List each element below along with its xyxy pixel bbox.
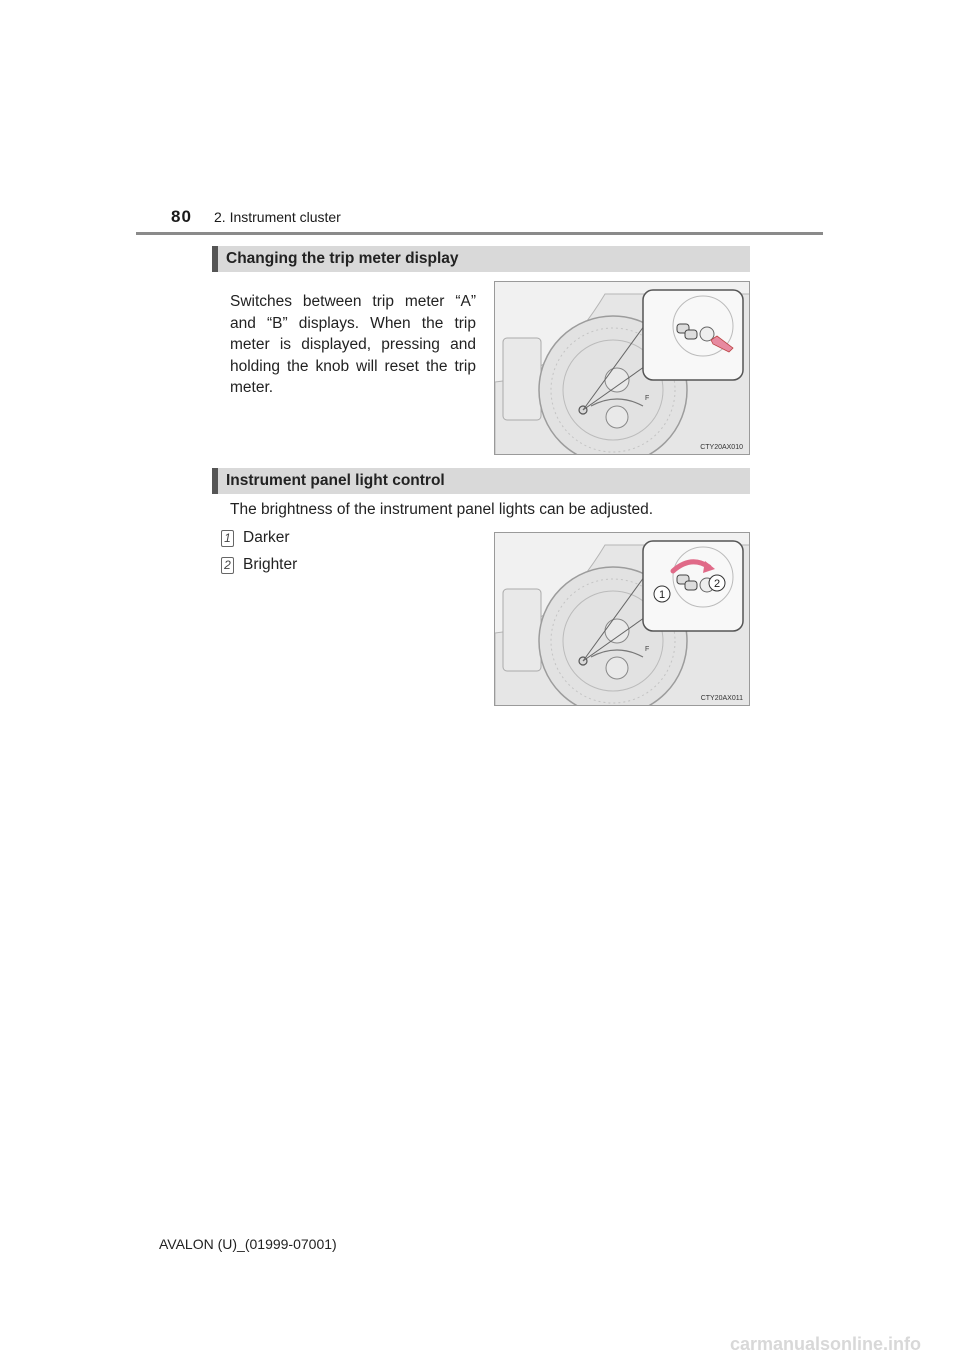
figure-callout: 2 [713,578,721,590]
svg-text:F: F [645,395,650,402]
figure-callout: 1 [658,589,666,601]
section-heading-trip-meter: Changing the trip meter display [212,246,750,272]
item-label-brighter: Brighter [243,556,298,573]
figure-code: CTY20AX011 [700,695,743,702]
chapter-title: 2. Instrument cluster [214,209,341,225]
trip-meter-description: Switches between trip meter “A” and “B” displays. When the trip meter is displayed, pressing and holding the knob will reset the trip meter. [230,293,476,396]
panel-light-figure [494,532,750,706]
panel-light-description: The brightness of the instrument panel lights can be adjusted. [230,501,654,518]
svg-text:F: F [645,646,650,653]
figure-code: CTY20AX010 [700,444,743,451]
footer-doc-id: AVALON (U)_(01999-07001) [159,1236,337,1252]
section-heading-panel-light: Instrument panel light control [212,468,750,494]
watermark: carmanualsonline.info [730,1334,922,1354]
item-number-badge: 2 [221,557,234,574]
page-number: 80 [171,207,192,226]
trip-meter-figure [494,281,750,455]
header-rule [136,232,823,235]
item-number-badge: 1 [221,530,234,547]
item-label-darker: Darker [243,529,290,546]
